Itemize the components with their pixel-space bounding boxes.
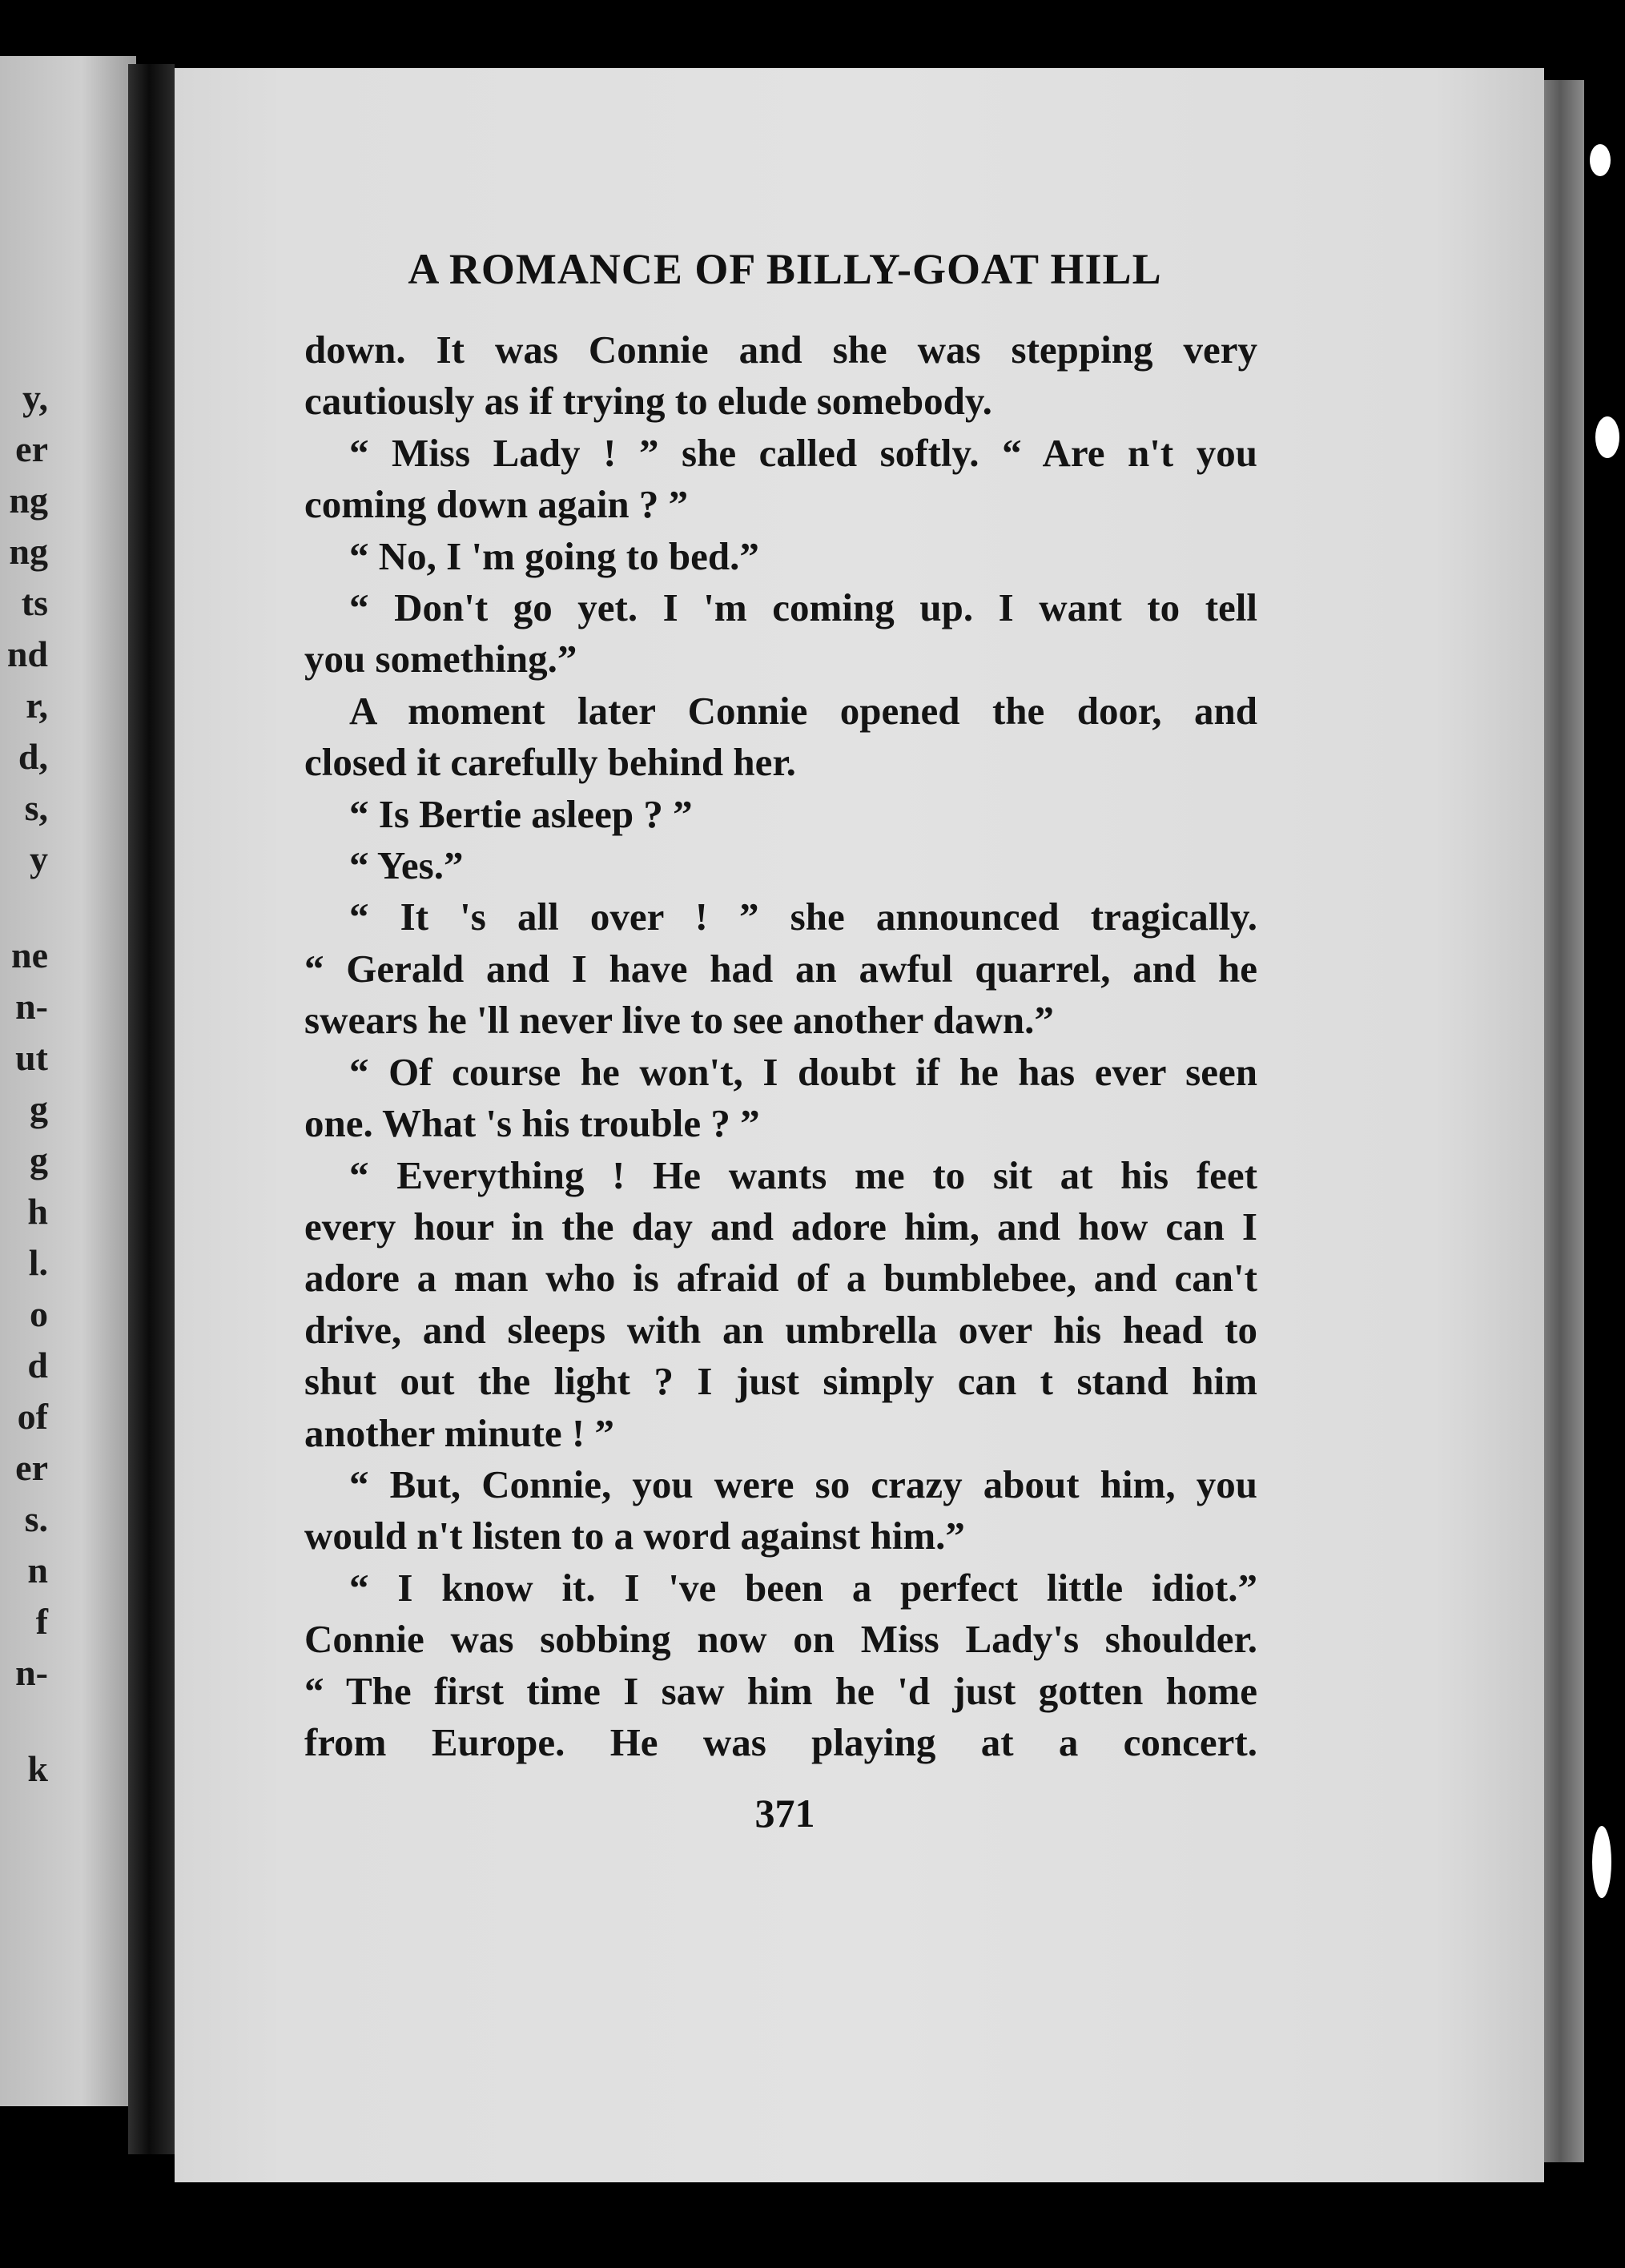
previous-page-fragment: [0, 1699, 48, 1743]
text-line: adore a man who is afraid of a bumblebee, and can't: [304, 1256, 1257, 1301]
previous-page-fragment: er: [15, 1447, 48, 1488]
previous-page-fragment: l.: [28, 1242, 48, 1283]
text-line: “ Don't go yet. I 'm coming up. I want to tell: [349, 585, 1257, 630]
film-speck: [1595, 416, 1619, 458]
previous-page-fragment: [0, 885, 48, 930]
previous-page-fragment: of: [17, 1396, 48, 1437]
text-line: another minute ! ”: [304, 1410, 614, 1455]
previous-page-fragment: s,: [24, 787, 48, 828]
previous-page-fragment: g: [30, 1140, 48, 1180]
previous-page-fragment: n-: [15, 1652, 48, 1693]
text-line: cautiously as if trying to elude somebody.: [304, 379, 992, 424]
text-line: shut out the light ? I just simply can t stand him: [304, 1359, 1257, 1404]
text-line: swears he 'll never live to see another dawn.”: [304, 998, 1054, 1043]
previous-page-line-endings: [0, 372, 48, 1795]
text-line: would n't listen to a word against him.”: [304, 1514, 965, 1558]
text-line: “ Gerald and I have had an awful quarrel, and he: [304, 946, 1257, 991]
text-line: from Europe. He was playing at a concert.: [304, 1719, 1257, 1764]
text-line: closed it carefully behind her.: [304, 740, 796, 785]
previous-page-fragment: ne: [11, 935, 48, 975]
previous-page-fragment: s.: [24, 1498, 48, 1539]
previous-page-fragment: o: [30, 1293, 48, 1334]
text-line: “ Everything ! He wants me to sit at his feet: [349, 1152, 1257, 1197]
text-line: one. What 's his trouble ? ”: [304, 1101, 760, 1146]
previous-page-fragment: er: [15, 428, 48, 469]
previous-page-fragment: h: [27, 1191, 48, 1232]
previous-page-fragment: nd: [6, 633, 48, 674]
text-line: “ The first time I saw him he 'd just gotten home: [304, 1668, 1257, 1713]
text-line: you something.”: [304, 637, 577, 682]
previous-page-fragment: r,: [26, 685, 48, 726]
previous-page-fragment: d: [27, 1345, 48, 1385]
text-line: “ Of course he won't, I doubt if he has ever seen: [349, 1049, 1257, 1094]
previous-page-fragment: y: [30, 838, 48, 879]
text-line: A moment later Connie opened the door, and: [349, 688, 1257, 733]
page-number: 371: [754, 1791, 815, 1836]
previous-page-fragment: ut: [15, 1037, 48, 1078]
previous-page-fragment: g: [30, 1088, 48, 1129]
text-line: “ I know it. I 've been a perfect little idiot.”: [349, 1565, 1257, 1610]
text-line: Connie was sobbing now on Miss Lady's shoulder.: [304, 1617, 1257, 1662]
film-speck: [1592, 1826, 1611, 1898]
previous-page-fragment: ng: [9, 531, 48, 572]
text-line: “ No, I 'm going to bed.”: [349, 533, 759, 578]
text-line: “ It 's all over ! ” she announced tragically.: [349, 895, 1257, 939]
previous-page-fragment: ts: [21, 582, 48, 623]
previous-page-fragment: n: [27, 1550, 48, 1590]
film-speck: [1590, 144, 1611, 176]
book-gutter: [128, 64, 175, 2154]
text-line: “ But, Connie, you were so crazy about him, you: [349, 1462, 1257, 1506]
cover-edge: [1544, 80, 1584, 2162]
text-line: coming down again ? ”: [304, 482, 689, 527]
previous-page-fragment: n-: [15, 986, 48, 1027]
previous-page: [0, 56, 136, 2106]
previous-page-fragment: d,: [18, 736, 48, 777]
previous-page-fragment: f: [35, 1601, 48, 1642]
text-line: “ Yes.”: [349, 843, 464, 888]
text-line: “ Miss Lady ! ” she called softly. “ Are n't you: [349, 430, 1257, 475]
text-line: every hour in the day and adore him, and how can I: [304, 1204, 1257, 1249]
text-line: “ Is Bertie asleep ? ”: [349, 791, 693, 836]
text-line: down. It was Connie and she was stepping very: [304, 328, 1257, 372]
previous-page-fragment: k: [27, 1748, 48, 1789]
body-text: [304, 324, 1257, 1768]
previous-page-fragment: y,: [22, 377, 48, 418]
text-line: drive, and sleeps with an umbrella over his head to: [304, 1307, 1257, 1352]
running-head: A ROMANCE OF BILLY-GOAT HILL: [408, 245, 1162, 293]
previous-page-fragment: ng: [9, 480, 48, 521]
